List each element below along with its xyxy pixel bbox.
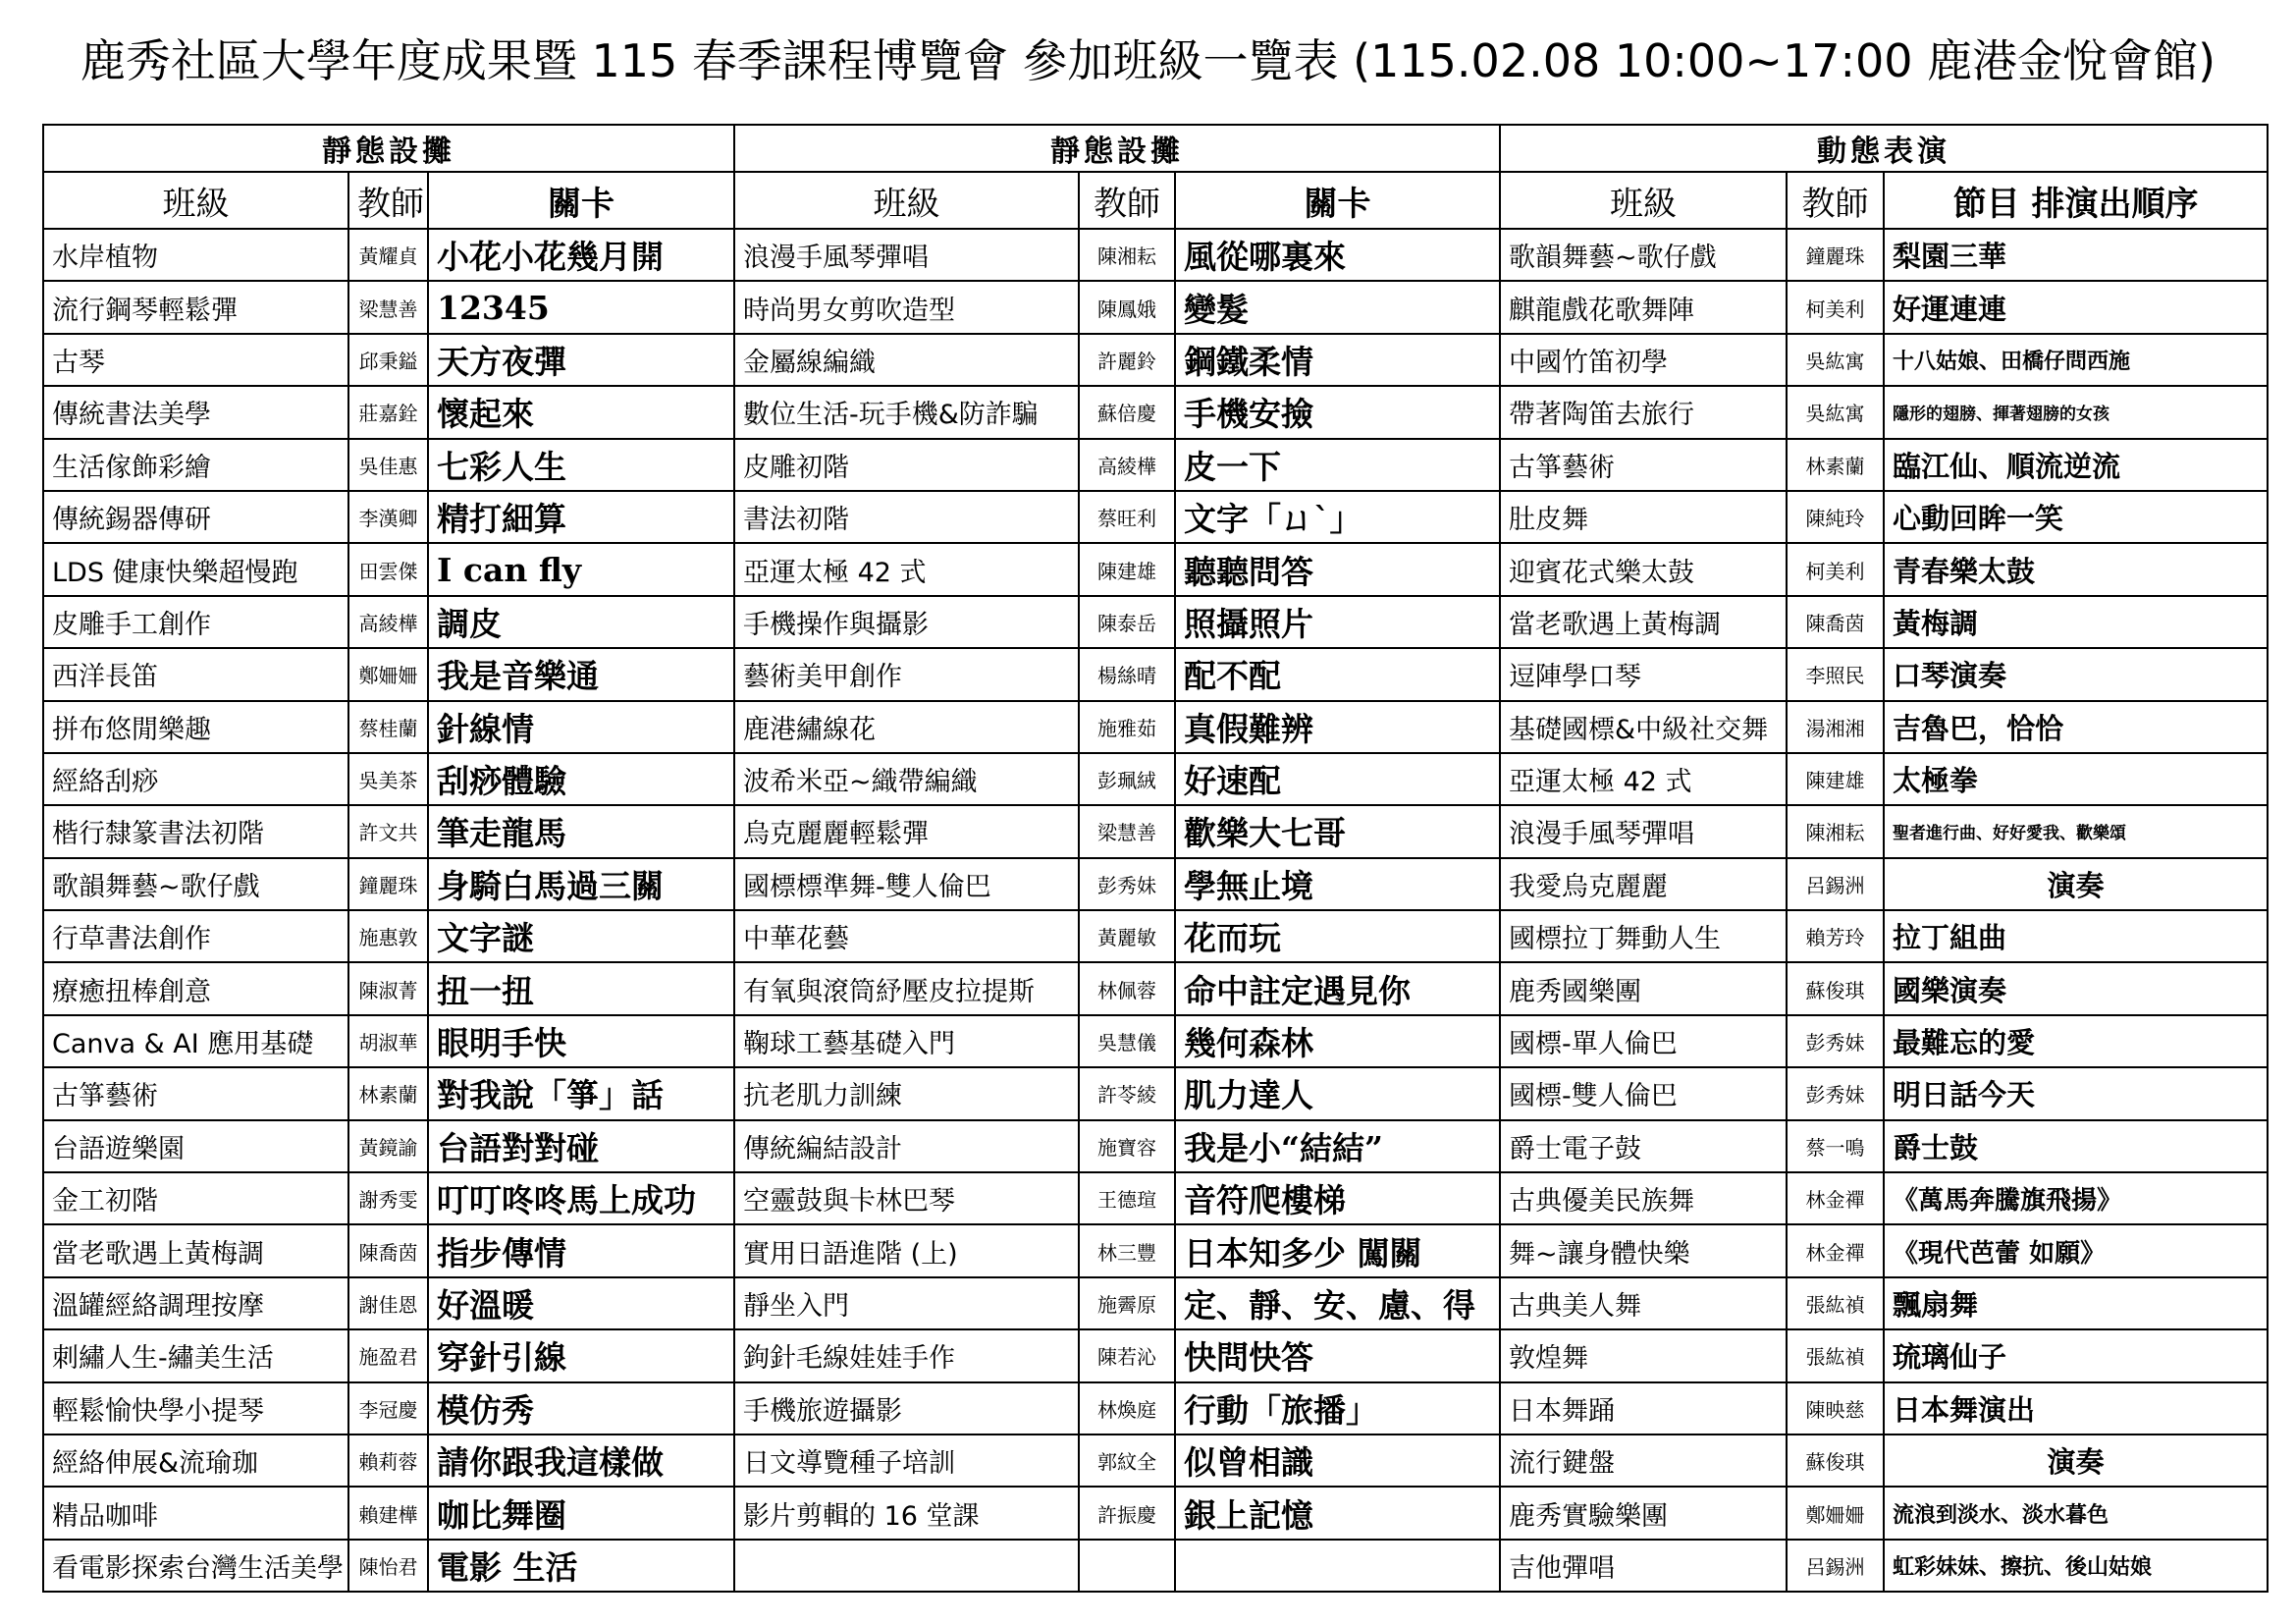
class-name-cell: 古典優美民族舞	[1500, 1172, 1787, 1224]
class-name-cell: 舞~讓身體快樂	[1500, 1224, 1787, 1276]
class-name-cell: 皮雕手工創作	[43, 596, 348, 648]
checkpoint-cell: 肌力達人	[1175, 1067, 1500, 1119]
table-row	[43, 910, 2268, 962]
checkpoint-cell: 歡樂大七哥	[1175, 805, 1500, 857]
teacher-cell: 李照民	[1787, 648, 1884, 700]
teacher-cell: 謝秀雯	[348, 1172, 428, 1224]
header-class-3: 班級	[1500, 172, 1787, 229]
class-name-cell: 靜坐入門	[734, 1277, 1079, 1329]
class-name-cell: 當老歌遇上黃梅調	[1500, 596, 1787, 648]
table-row	[43, 386, 2268, 438]
program-cell: 心動回眸一笑	[1884, 491, 2268, 543]
class-name-cell: 古箏藝術	[43, 1067, 348, 1119]
checkpoint-cell: 身騎白馬過三關	[428, 858, 734, 910]
table-row	[43, 229, 2268, 281]
class-name-cell: 溫罐經絡調理按摩	[43, 1277, 348, 1329]
checkpoint-cell: 學無止境	[1175, 858, 1500, 910]
class-name-cell: 鹿秀實驗樂團	[1500, 1487, 1787, 1539]
program-cell: 吉魯巴，恰恰	[1884, 701, 2268, 753]
checkpoint-cell: 筆走龍馬	[428, 805, 734, 857]
teacher-cell: 許文共	[348, 805, 428, 857]
teacher-cell: 林金禪	[1787, 1224, 1884, 1276]
class-name-cell: 生活傢飾彩繪	[43, 439, 348, 491]
teacher-cell: 黃鏡諭	[348, 1120, 428, 1172]
class-name-cell: 皮雕初階	[734, 439, 1079, 491]
teacher-cell: 許麗鈴	[1079, 334, 1175, 386]
program-cell: 《現代芭蕾 如願》	[1884, 1224, 2268, 1276]
table-row	[43, 962, 2268, 1014]
header-program: 節目 排演出順序	[1884, 172, 2268, 229]
teacher-cell: 施霽原	[1079, 1277, 1175, 1329]
teacher-cell: 施盈君	[348, 1329, 428, 1381]
checkpoint-cell	[1175, 1540, 1500, 1592]
teacher-cell: 陳鳳娥	[1079, 281, 1175, 333]
checkpoint-cell: 好速配	[1175, 753, 1500, 805]
teacher-cell: 高綾樺	[1079, 439, 1175, 491]
table-row	[43, 1329, 2268, 1381]
teacher-cell: 彭秀妹	[1787, 1067, 1884, 1119]
class-name-cell: 刺繡人生-繡美生活	[43, 1329, 348, 1381]
program-cell: 琉璃仙子	[1884, 1329, 2268, 1381]
teacher-cell: 蔡旺利	[1079, 491, 1175, 543]
class-name-cell: LDS 健康快樂超慢跑	[43, 543, 348, 595]
class-name-cell: 歌韻舞藝~歌仔戲	[1500, 229, 1787, 281]
checkpoint-cell: 精打細算	[428, 491, 734, 543]
class-name-cell: 台語遊樂園	[43, 1120, 348, 1172]
teacher-cell: 李冠慶	[348, 1382, 428, 1435]
class-name-cell: 帶著陶笛去旅行	[1500, 386, 1787, 438]
program-cell: 明日話今天	[1884, 1067, 2268, 1119]
teacher-cell: 鄭姍姍	[1787, 1487, 1884, 1539]
table-row	[43, 281, 2268, 333]
class-name-cell: 吉他彈唱	[1500, 1540, 1787, 1592]
checkpoint-cell: 懷起來	[428, 386, 734, 438]
class-name-cell: 經絡刮痧	[43, 753, 348, 805]
teacher-cell	[1079, 1540, 1175, 1592]
program-cell: 國樂演奏	[1884, 962, 2268, 1014]
class-name-cell: Canva & AI 應用基礎	[43, 1015, 348, 1067]
table-row	[43, 648, 2268, 700]
teacher-cell: 施寶容	[1079, 1120, 1175, 1172]
teacher-cell: 陳怡君	[348, 1540, 428, 1592]
group-static-booth-2: 靜態設攤	[734, 125, 1500, 172]
class-name-cell: 肚皮舞	[1500, 491, 1787, 543]
class-name-cell	[734, 1540, 1079, 1592]
checkpoint-cell: 七彩人生	[428, 439, 734, 491]
class-name-cell: 手機旅遊攝影	[734, 1382, 1079, 1435]
checkpoint-cell: 眼明手快	[428, 1015, 734, 1067]
class-name-cell: 楷行隸篆書法初階	[43, 805, 348, 857]
teacher-cell: 王德瑄	[1079, 1172, 1175, 1224]
checkpoint-cell: 台語對對碰	[428, 1120, 734, 1172]
class-name-cell: 迎賓花式樂太鼓	[1500, 543, 1787, 595]
teacher-cell: 柯美利	[1787, 543, 1884, 595]
checkpoint-cell: 行動「旅播」	[1175, 1382, 1500, 1435]
checkpoint-cell: 調皮	[428, 596, 734, 648]
table-row	[43, 805, 2268, 857]
table-row	[43, 1224, 2268, 1276]
class-name-cell: 鞠球工藝基礎入門	[734, 1015, 1079, 1067]
class-name-cell: 鉤針毛線娃娃手作	[734, 1329, 1079, 1381]
teacher-cell: 蔡桂蘭	[348, 701, 428, 753]
table-row	[43, 1487, 2268, 1539]
class-name-cell: 金工初階	[43, 1172, 348, 1224]
checkpoint-cell: 咖比舞圈	[428, 1487, 734, 1539]
class-name-cell: 有氧與滾筒紓壓皮拉提斯	[734, 962, 1079, 1014]
program-cell: 臨江仙、順流逆流	[1884, 439, 2268, 491]
checkpoint-cell: 電影 生活	[428, 1540, 734, 1592]
teacher-cell: 蘇俊琪	[1787, 962, 1884, 1014]
class-name-cell: 書法初階	[734, 491, 1079, 543]
class-name-cell: 敦煌舞	[1500, 1329, 1787, 1381]
class-name-cell: 當老歌遇上黃梅調	[43, 1224, 348, 1276]
teacher-cell: 張紘禎	[1787, 1277, 1884, 1329]
header-class-1: 班級	[43, 172, 348, 229]
teacher-cell: 鄭姍姍	[348, 648, 428, 700]
teacher-cell: 林素蘭	[1787, 439, 1884, 491]
class-name-cell: 藝術美甲創作	[734, 648, 1079, 700]
class-name-cell: 鹿港繡線花	[734, 701, 1079, 753]
table-row	[43, 491, 2268, 543]
checkpoint-cell: 命中註定遇見你	[1175, 962, 1500, 1014]
checkpoint-cell: 對我說「箏」話	[428, 1067, 734, 1119]
class-name-cell: 輕鬆愉快學小提琴	[43, 1382, 348, 1435]
class-name-cell: 中國竹笛初學	[1500, 334, 1787, 386]
checkpoint-cell: 真假難辨	[1175, 701, 1500, 753]
teacher-cell: 陳湘耘	[1079, 229, 1175, 281]
teacher-cell: 陳建雄	[1787, 753, 1884, 805]
class-name-cell: 古琴	[43, 334, 348, 386]
column-header-row	[43, 172, 2268, 229]
checkpoint-cell: 叮叮咚咚馬上成功	[428, 1172, 734, 1224]
header-teacher-3: 教師	[1787, 172, 1884, 229]
teacher-cell: 許苓綾	[1079, 1067, 1175, 1119]
class-name-cell: 浪漫手風琴彈唱	[734, 229, 1079, 281]
class-name-cell: 看電影探索台灣生活美學	[43, 1540, 348, 1592]
checkpoint-cell: 風從哪裏來	[1175, 229, 1500, 281]
class-name-cell: 亞運太極 42 式	[1500, 753, 1787, 805]
checkpoint-cell: 刮痧體驗	[428, 753, 734, 805]
class-name-cell: 歌韻舞藝~歌仔戲	[43, 858, 348, 910]
checkpoint-cell: 照攝照片	[1175, 596, 1500, 648]
checkpoint-cell: 日本知多少 闖關	[1175, 1224, 1500, 1276]
program-cell: 口琴演奏	[1884, 648, 2268, 700]
teacher-cell: 吳紘寓	[1787, 386, 1884, 438]
checkpoint-cell: 我是小“結結”	[1175, 1120, 1500, 1172]
checkpoint-cell: 變髮	[1175, 281, 1500, 333]
class-name-cell: 波希米亞~織帶編織	[734, 753, 1079, 805]
teacher-cell: 梁慧善	[1079, 805, 1175, 857]
class-name-cell: 實用日語進階 (上)	[734, 1224, 1079, 1276]
table-row	[43, 1382, 2268, 1435]
teacher-cell: 田雲傑	[348, 543, 428, 595]
teacher-cell: 蘇倍慶	[1079, 386, 1175, 438]
program-cell: 青春樂太鼓	[1884, 543, 2268, 595]
table-row	[43, 701, 2268, 753]
checkpoint-cell: 鋼鐵柔情	[1175, 334, 1500, 386]
checkpoint-cell: 花而玩	[1175, 910, 1500, 962]
class-name-cell: 國標-單人倫巴	[1500, 1015, 1787, 1067]
group-performance: 動態表演	[1500, 125, 2268, 172]
program-cell: 太極拳	[1884, 753, 2268, 805]
class-name-cell: 空靈鼓與卡林巴琴	[734, 1172, 1079, 1224]
checkpoint-cell: 快問快答	[1175, 1329, 1500, 1381]
class-name-cell: 古典美人舞	[1500, 1277, 1787, 1329]
checkpoint-cell: 聽聽問答	[1175, 543, 1500, 595]
checkpoint-cell: 皮一下	[1175, 439, 1500, 491]
teacher-cell: 邱秉鎰	[348, 334, 428, 386]
teacher-cell: 李漢卿	[348, 491, 428, 543]
class-name-cell: 手機操作與攝影	[734, 596, 1079, 648]
teacher-cell: 陳映慈	[1787, 1382, 1884, 1435]
teacher-cell: 彭秀妹	[1787, 1015, 1884, 1067]
program-cell: 十八姑娘、田橋仔問西施	[1884, 334, 2268, 386]
checkpoint-cell: 定、靜、安、慮、得	[1175, 1277, 1500, 1329]
program-cell: 聖者進行曲、好好愛我、歡樂頌	[1884, 805, 2268, 857]
class-name-cell: 浪漫手風琴彈唱	[1500, 805, 1787, 857]
table-row	[43, 543, 2268, 595]
checkpoint-cell: 好溫暖	[428, 1277, 734, 1329]
program-cell: 最難忘的愛	[1884, 1015, 2268, 1067]
teacher-cell: 湯湘湘	[1787, 701, 1884, 753]
checkpoint-cell: 文字謎	[428, 910, 734, 962]
class-name-cell: 烏克麗麗輕鬆彈	[734, 805, 1079, 857]
table-row	[43, 1015, 2268, 1067]
class-name-cell: 國標拉丁舞動人生	[1500, 910, 1787, 962]
group-static-booth-1: 靜態設攤	[43, 125, 734, 172]
checkpoint-cell: 銀上記憶	[1175, 1487, 1500, 1539]
checkpoint-cell: 指步傳情	[428, 1224, 734, 1276]
teacher-cell: 呂錫洲	[1787, 1540, 1884, 1592]
teacher-cell: 蘇俊琪	[1787, 1435, 1884, 1487]
teacher-cell: 陳湘耘	[1787, 805, 1884, 857]
table-row	[43, 1277, 2268, 1329]
class-name-cell: 傳統書法美學	[43, 386, 348, 438]
checkpoint-cell: 文字「ㄩˋ」	[1175, 491, 1500, 543]
teacher-cell: 陳建雄	[1079, 543, 1175, 595]
teacher-cell: 陳泰岳	[1079, 596, 1175, 648]
teacher-cell: 黃麗敏	[1079, 910, 1175, 962]
program-cell: 爵士鼓	[1884, 1120, 2268, 1172]
teacher-cell: 梁慧善	[348, 281, 428, 333]
teacher-cell: 張紘禎	[1787, 1329, 1884, 1381]
table-row	[43, 858, 2268, 910]
program-cell: 黃梅調	[1884, 596, 2268, 648]
class-name-cell: 日本舞踊	[1500, 1382, 1787, 1435]
teacher-cell: 林金禪	[1787, 1172, 1884, 1224]
class-list-table	[42, 124, 2269, 1593]
teacher-cell: 彭秀妹	[1079, 858, 1175, 910]
checkpoint-cell: I can fly	[428, 543, 734, 595]
program-cell: 虹彩妹妹、擦抗、後山姑娘	[1884, 1540, 2268, 1592]
class-name-cell: 國標標準舞-雙人倫巴	[734, 858, 1079, 910]
teacher-cell: 陳若沁	[1079, 1329, 1175, 1381]
class-name-cell: 傳統錫器傳研	[43, 491, 348, 543]
checkpoint-cell: 幾何森林	[1175, 1015, 1500, 1067]
teacher-cell: 陳淑菁	[348, 962, 428, 1014]
checkpoint-cell: 針線情	[428, 701, 734, 753]
checkpoint-cell: 音符爬樓梯	[1175, 1172, 1500, 1224]
class-name-cell: 金屬線編織	[734, 334, 1079, 386]
class-name-cell: 拼布悠閒樂趣	[43, 701, 348, 753]
table-row	[43, 1120, 2268, 1172]
group-header-row	[43, 125, 2268, 172]
teacher-cell: 胡淑華	[348, 1015, 428, 1067]
table-row	[43, 753, 2268, 805]
teacher-cell: 賴建樺	[348, 1487, 428, 1539]
table-row	[43, 1435, 2268, 1487]
teacher-cell: 蔡一鳴	[1787, 1120, 1884, 1172]
class-name-cell: 中華花藝	[734, 910, 1079, 962]
teacher-cell: 謝佳恩	[348, 1277, 428, 1329]
table-row	[43, 334, 2268, 386]
header-class-2: 班級	[734, 172, 1079, 229]
teacher-cell: 賴莉蓉	[348, 1435, 428, 1487]
class-name-cell: 基礎國標&中級社交舞	[1500, 701, 1787, 753]
class-name-cell: 時尚男女剪吹造型	[734, 281, 1079, 333]
teacher-cell: 陳喬茵	[348, 1224, 428, 1276]
teacher-cell: 陳喬茵	[1787, 596, 1884, 648]
class-name-cell: 亞運太極 42 式	[734, 543, 1079, 595]
class-name-cell: 逗陣學口琴	[1500, 648, 1787, 700]
checkpoint-cell: 模仿秀	[428, 1382, 734, 1435]
teacher-cell: 鐘麗珠	[348, 858, 428, 910]
teacher-cell: 高綾樺	[348, 596, 428, 648]
teacher-cell: 林煥庭	[1079, 1382, 1175, 1435]
checkpoint-cell: 12345	[428, 281, 734, 333]
class-name-cell: 療癒扭棒創意	[43, 962, 348, 1014]
class-name-cell: 西洋長笛	[43, 648, 348, 700]
program-cell: 《萬馬奔騰旗飛揚》	[1884, 1172, 2268, 1224]
teacher-cell: 施惠敦	[348, 910, 428, 962]
table-row	[43, 1172, 2268, 1224]
class-name-cell: 水岸植物	[43, 229, 348, 281]
teacher-cell: 吳佳惠	[348, 439, 428, 491]
teacher-cell: 楊絲晴	[1079, 648, 1175, 700]
teacher-cell: 林三豐	[1079, 1224, 1175, 1276]
page-title: 鹿秀社區大學年度成果暨 115 春季課程博覽會 參加班級一覽表 (115.02.08 10:00~17:00 鹿港金悅會館)	[80, 34, 2216, 87]
class-name-cell: 日文導覽種子培訓	[734, 1435, 1079, 1487]
teacher-cell: 賴芳玲	[1787, 910, 1884, 962]
teacher-cell: 吳慧儀	[1079, 1015, 1175, 1067]
table-row	[43, 596, 2268, 648]
teacher-cell: 彭珮絨	[1079, 753, 1175, 805]
program-cell: 流浪到淡水、淡水暮色	[1884, 1487, 2268, 1539]
header-checkpoint-1: 關卡	[428, 172, 734, 229]
teacher-cell: 林素蘭	[348, 1067, 428, 1119]
table-row	[43, 1067, 2268, 1119]
teacher-cell: 施雅茹	[1079, 701, 1175, 753]
class-name-cell: 麒龍戲花歌舞陣	[1500, 281, 1787, 333]
checkpoint-cell: 扭一扭	[428, 962, 734, 1014]
checkpoint-cell: 我是音樂通	[428, 648, 734, 700]
class-name-cell: 我愛烏克麗麗	[1500, 858, 1787, 910]
teacher-cell: 許振慶	[1079, 1487, 1175, 1539]
table-row	[43, 1540, 2268, 1592]
program-cell: 隱形的翅膀、揮著翅膀的女孩	[1884, 386, 2268, 438]
program-cell: 演奏	[1884, 858, 2268, 910]
program-cell: 好運連連	[1884, 281, 2268, 333]
teacher-cell: 郭紋全	[1079, 1435, 1175, 1487]
class-name-cell: 數位生活-玩手機&防詐騙	[734, 386, 1079, 438]
class-name-cell: 古箏藝術	[1500, 439, 1787, 491]
checkpoint-cell: 小花小花幾月開	[428, 229, 734, 281]
teacher-cell: 黃耀貞	[348, 229, 428, 281]
teacher-cell: 莊嘉銓	[348, 386, 428, 438]
class-name-cell: 經絡伸展&流瑜珈	[43, 1435, 348, 1487]
checkpoint-cell: 請你跟我這樣做	[428, 1435, 734, 1487]
class-name-cell: 精品咖啡	[43, 1487, 348, 1539]
class-name-cell: 傳統編結設計	[734, 1120, 1079, 1172]
checkpoint-cell: 配不配	[1175, 648, 1500, 700]
teacher-cell: 鐘麗珠	[1787, 229, 1884, 281]
header-checkpoint-2: 關卡	[1175, 172, 1500, 229]
program-cell: 拉丁組曲	[1884, 910, 2268, 962]
teacher-cell: 柯美利	[1787, 281, 1884, 333]
header-teacher-2: 教師	[1079, 172, 1175, 229]
checkpoint-cell: 天方夜彈	[428, 334, 734, 386]
teacher-cell: 林佩蓉	[1079, 962, 1175, 1014]
program-cell: 飄扇舞	[1884, 1277, 2268, 1329]
class-name-cell: 影片剪輯的 16 堂課	[734, 1487, 1079, 1539]
table-row	[43, 439, 2268, 491]
checkpoint-cell: 手機安撿	[1175, 386, 1500, 438]
program-cell: 梨園三華	[1884, 229, 2268, 281]
class-name-cell: 鹿秀國樂團	[1500, 962, 1787, 1014]
checkpoint-cell: 穿針引線	[428, 1329, 734, 1381]
teacher-cell: 呂錫洲	[1787, 858, 1884, 910]
header-teacher-1: 教師	[348, 172, 428, 229]
class-name-cell: 流行鍵盤	[1500, 1435, 1787, 1487]
checkpoint-cell: 似曾相識	[1175, 1435, 1500, 1487]
class-name-cell: 行草書法創作	[43, 910, 348, 962]
program-cell: 日本舞演出	[1884, 1382, 2268, 1435]
class-name-cell: 流行鋼琴輕鬆彈	[43, 281, 348, 333]
program-cell: 演奏	[1884, 1435, 2268, 1487]
class-name-cell: 爵士電子鼓	[1500, 1120, 1787, 1172]
teacher-cell: 吳美茶	[348, 753, 428, 805]
class-name-cell: 國標-雙人倫巴	[1500, 1067, 1787, 1119]
class-name-cell: 抗老肌力訓練	[734, 1067, 1079, 1119]
teacher-cell: 陳純玲	[1787, 491, 1884, 543]
teacher-cell: 吳紘寓	[1787, 334, 1884, 386]
